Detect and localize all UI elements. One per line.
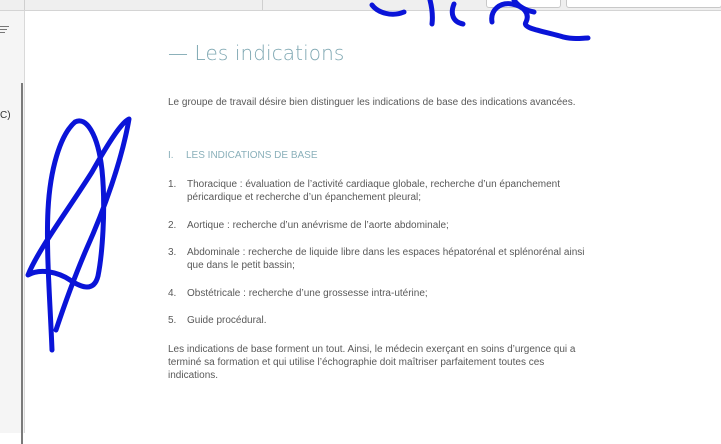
list-item-number: 3. — [168, 247, 177, 258]
indications-list — [168, 178, 588, 341]
list-item-number: 5. — [168, 315, 177, 326]
list-item-text: Obstétricale : recherche d’une grossesse intra-utérine; — [187, 288, 428, 299]
list-item-text: Abdominale : recherche de liquide libre dans les espaces hépatorénal et splénorénal ainsi que dans le petit bassin; — [187, 247, 585, 271]
list-item-number: 1. — [168, 179, 177, 190]
document-page — [25, 11, 721, 433]
list-icon[interactable] — [0, 26, 10, 38]
top-toolbar — [0, 0, 721, 11]
list-item-number: 2. — [168, 220, 177, 231]
list-item — [168, 178, 588, 204]
toolbar-search-field[interactable] — [566, 0, 721, 8]
list-item — [168, 287, 588, 300]
sidebar-fragment-text: C) — [0, 110, 11, 121]
section-heading — [168, 150, 588, 161]
toolbar-field[interactable] — [486, 0, 561, 8]
intro-paragraph: Le groupe de travail désire bien distinguer les indications de base des indications avancées. — [168, 97, 576, 108]
list-item — [168, 219, 588, 232]
section-title: LES INDICATIONS DE BASE — [186, 150, 318, 161]
conclusion-paragraph: Les indications de base forment un tout. Ainsi, le médecin exerçant en soins d’urgence qui a terminé sa formation et qui utilise l’échographie doit maîtriser parfaitement toutes ces indications. — [168, 344, 576, 381]
list-item — [168, 314, 588, 327]
page-title: — Les indications — [168, 41, 345, 65]
list-item-number: 4. — [168, 288, 177, 299]
list-item-text: Guide procédural. — [187, 315, 267, 326]
toolbar-separator — [24, 0, 25, 10]
toolbar-separator — [262, 0, 263, 10]
section-number: I. — [168, 150, 174, 161]
list-item — [168, 246, 588, 272]
list-item-text: Aortique : recherche d’un anévrisme de l’aorte abdominale; — [187, 220, 449, 231]
panel-divider — [21, 83, 23, 444]
list-item-text: Thoracique : évaluation de l’activité cardiaque globale, recherche d’un épanchement péricardique et recherche d’un épanchement pleural; — [187, 179, 561, 203]
left-panel — [0, 11, 25, 433]
